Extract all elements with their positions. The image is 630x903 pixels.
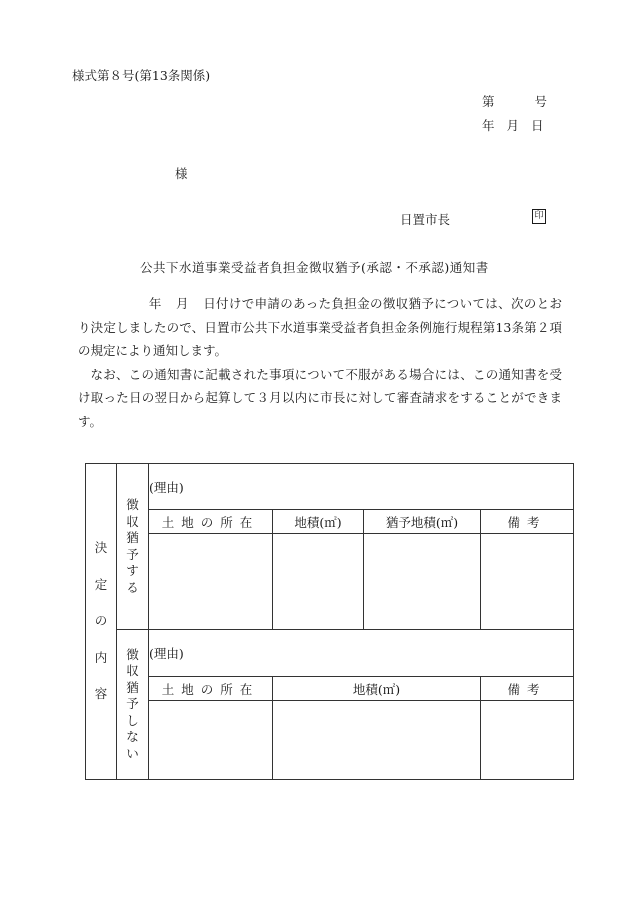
deny-label-char: い: [126, 745, 139, 761]
approve-label-char: 予: [126, 546, 139, 562]
deny-header-area: 地積(㎡): [273, 677, 481, 701]
deny-label-char: な: [126, 729, 139, 745]
body-year: 年: [148, 296, 162, 311]
notice-paragraph-2: なお、この通知書に記載された事項について不服がある場合には、この通知書を受け取った日の翌日から起算して３月以内に市長に対して審査請求をすることができます。: [78, 366, 562, 429]
deny-label: [117, 630, 149, 780]
addressee-honorific: 様: [175, 166, 188, 181]
issue-date-line: [482, 116, 544, 134]
approve-deferred-area-cell[interactable]: [364, 534, 481, 630]
decision-content-label-char: 内: [94, 649, 108, 665]
approve-header-remarks: 備考: [481, 510, 574, 534]
approve-remarks-cell[interactable]: [481, 534, 574, 630]
decision-content-label-char: 容: [94, 686, 108, 702]
deny-label-char: し: [126, 712, 139, 728]
date-day: 日: [531, 118, 544, 133]
document-number-line: [482, 92, 547, 110]
decision-content-label: [86, 464, 117, 780]
notice-paragraph-1: [78, 292, 562, 363]
deny-label-char: 収: [126, 663, 139, 679]
decision-content-label-char: 決: [94, 540, 108, 556]
number-suffix: 号: [534, 94, 548, 109]
document-title: 公共下水道事業受益者負担金徴収猶予(承認・不承認)通知書: [140, 260, 489, 275]
seal-mark: 印: [532, 209, 546, 224]
approve-header-deferred-area: 猶予地積(㎡): [364, 510, 481, 534]
deny-remarks-cell[interactable]: [481, 701, 574, 780]
decision-content-label-char: 定: [94, 576, 108, 592]
form-number: 様式第８号(第13条関係): [72, 68, 211, 83]
decision-table: [85, 463, 574, 780]
body-month: 月: [175, 296, 189, 311]
decision-content-label-char: の: [94, 613, 108, 629]
approve-header-area: 地積(㎡): [273, 510, 364, 534]
approve-reason-label: (理由): [149, 479, 184, 495]
approve-label-char: 徴: [126, 497, 139, 512]
notice-body: [78, 292, 562, 433]
deny-label-char: 猶: [126, 679, 139, 695]
deny-label-char: 予: [126, 696, 139, 712]
body-paragraph1-text: 日付けで申請のあった負担金の徴収猶予については、次のとおり決定しましたので、日置市公共下水道事業受益者負担金条例施行規程第13条第２項の規定により通知します。: [78, 296, 562, 358]
approve-label-char: す: [126, 563, 139, 578]
approve-label-char: 猶: [126, 530, 139, 545]
issuer-name: 日置市長: [400, 212, 451, 227]
approve-land-location-cell[interactable]: [149, 534, 273, 630]
deny-header-land-location: 土地の所在: [149, 677, 273, 701]
deny-area-cell[interactable]: [273, 701, 481, 780]
approve-label-char: る: [126, 579, 139, 595]
date-year: 年: [482, 118, 495, 133]
deny-reason-field[interactable]: [149, 630, 574, 677]
date-month: 月: [506, 118, 520, 133]
number-prefix: 第: [482, 94, 495, 109]
approve-reason-field[interactable]: [149, 464, 574, 510]
deny-label-char: 徴: [126, 646, 139, 662]
deny-land-location-cell[interactable]: [149, 701, 273, 780]
approve-header-land-location: 土地の所在: [149, 510, 273, 534]
approve-label: [117, 464, 149, 630]
deny-header-remarks: 備考: [481, 677, 574, 701]
approve-area-cell[interactable]: [273, 534, 364, 630]
deny-reason-label: (理由): [149, 646, 184, 661]
approve-label-char: 収: [126, 513, 139, 529]
